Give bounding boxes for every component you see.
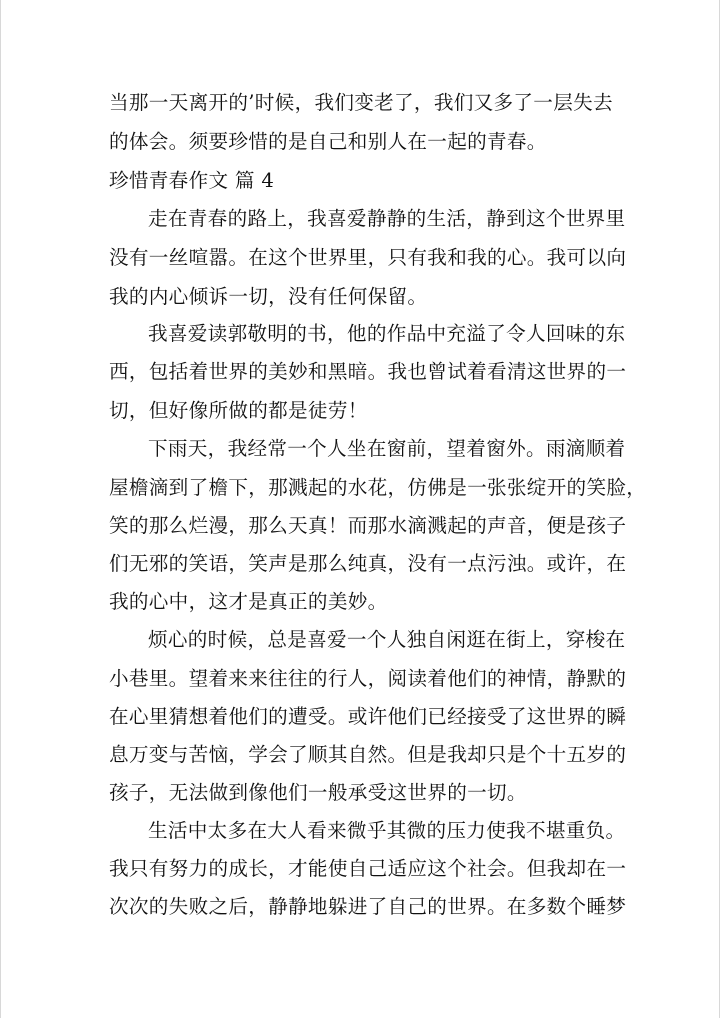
text-line: 的体会。须要珍惜的是自己和别人在一起的青春。 [109, 130, 547, 153]
text-line: 在心里猜想着他们的遭受。或许他们已经接受了这世界的瞬 [109, 705, 627, 728]
text-line: 笑的那么烂漫，那么天真！而那水滴溅起的声音，便是孩子 [109, 514, 627, 537]
section-heading: 珍惜青春作文 篇 4 [109, 169, 275, 192]
text-line: 我只有努力的成长，才能使自己适应这个社会。但我却在一 [109, 857, 627, 880]
text-line: 切，但好像所做的都是徒劳！ [109, 399, 368, 422]
text-line: 下雨天，我经常一个人坐在窗前，望着窗外。雨滴顺着 [148, 437, 626, 460]
text-line: 我的心中，这才是真正的美妙。 [109, 590, 388, 613]
text-line: 没有一丝喧嚣。在这个世界里，只有我和我的心。我可以向 [109, 246, 627, 269]
text-line: 烦心的时候，总是喜爱一个人独自闲逛在街上，穿梭在 [148, 628, 626, 651]
text-line: 我的内心倾诉一切，没有任何保留。 [109, 285, 428, 308]
text-line: 息万变与苦恼，学会了顺其自然。但是我却只是个十五岁的 [109, 743, 627, 766]
text-line: 次次的失败之后，静静地躲进了自己的世界。在多数个睡梦 [109, 895, 627, 918]
text-line: 屋檐滴到了檐下，那溅起的水花，仿佛是一张张绽开的笑脸， [109, 476, 647, 499]
text-line: 西，包括着世界的美妙和黑暗。我也曾试着看清这世界的一 [109, 360, 627, 383]
text-line: 孩子，无法做到像他们一般承受这世界的一切。 [109, 781, 527, 804]
text-line: 小巷里。望着来来往往的行人，阅读着他们的神情，静默的 [109, 667, 627, 690]
text-line: 们无邪的笑语，笑声是那么纯真，没有一点污浊。或许，在 [109, 552, 627, 575]
text-line: 生活中太多在大人看来微乎其微的压力使我不堪重负。 [148, 819, 626, 842]
text-line: 走在青春的路上，我喜爱静静的生活，静到这个世界里 [148, 207, 626, 230]
text-line: 我喜爱读郭敬明的书，他的作品中充溢了令人回味的东 [148, 322, 626, 345]
text-line: 当那一天离开的’时候，我们变老了，我们又多了一层失去 [109, 91, 613, 114]
